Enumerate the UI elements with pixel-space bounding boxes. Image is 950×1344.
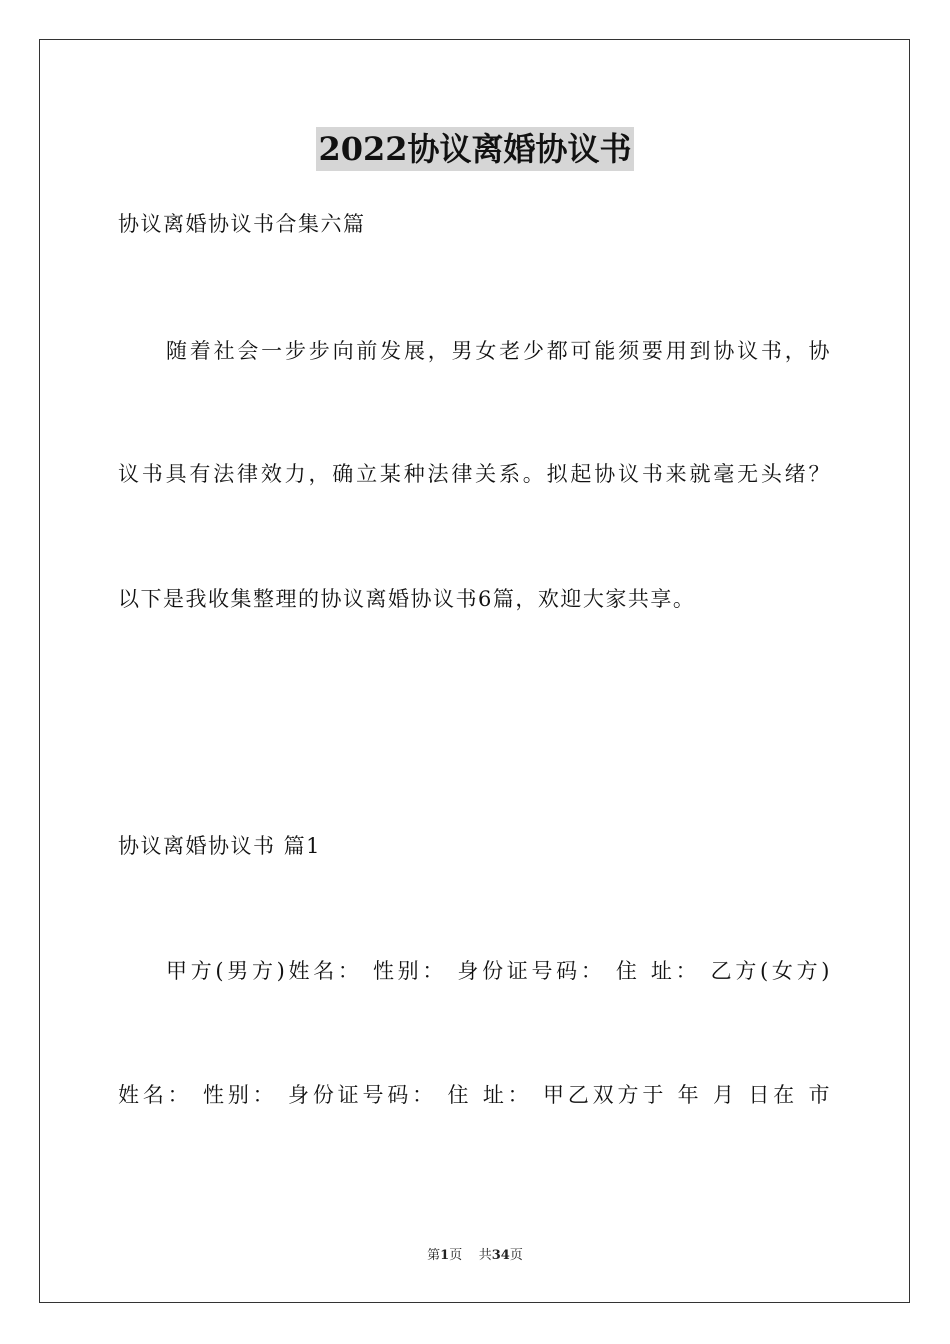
footer-page-suffix: 页 — [449, 1248, 463, 1263]
footer-page-number: 1 — [440, 1248, 450, 1263]
footer-total-prefix: 共 — [478, 1248, 492, 1263]
footer-total-suffix: 页 — [509, 1248, 523, 1263]
section-heading: 协议离婚协议书 篇1 — [118, 834, 322, 858]
intro-line-2: 议书具有法律效力，确立某种法律关系。拟起协议书来就毫无头绪？ — [118, 462, 831, 486]
intro-line-1: 随着社会一步步向前发展，男女老少都可能须要用到协议书，协 — [166, 339, 831, 363]
body-line-1: 甲方(男方)姓名： 性别： 身份证号码： 住 址： 乙方(女方) — [166, 959, 831, 983]
footer-prefix: 第 — [427, 1248, 441, 1263]
title-container — [0, 127, 950, 171]
page-footer — [0, 1247, 950, 1265]
document-subtitle: 协议离婚协议书合集六篇 — [118, 212, 366, 236]
document-title: 2022协议离婚协议书 — [316, 127, 633, 171]
footer-total-pages: 34 — [491, 1248, 510, 1263]
body-line-2: 姓名： 性别： 身份证号码： 住 址： 甲乙双方于 年 月 日在 市 — [118, 1083, 831, 1107]
intro-line-3: 以下是我收集整理的协议离婚协议书6篇，欢迎大家共享。 — [118, 587, 696, 611]
